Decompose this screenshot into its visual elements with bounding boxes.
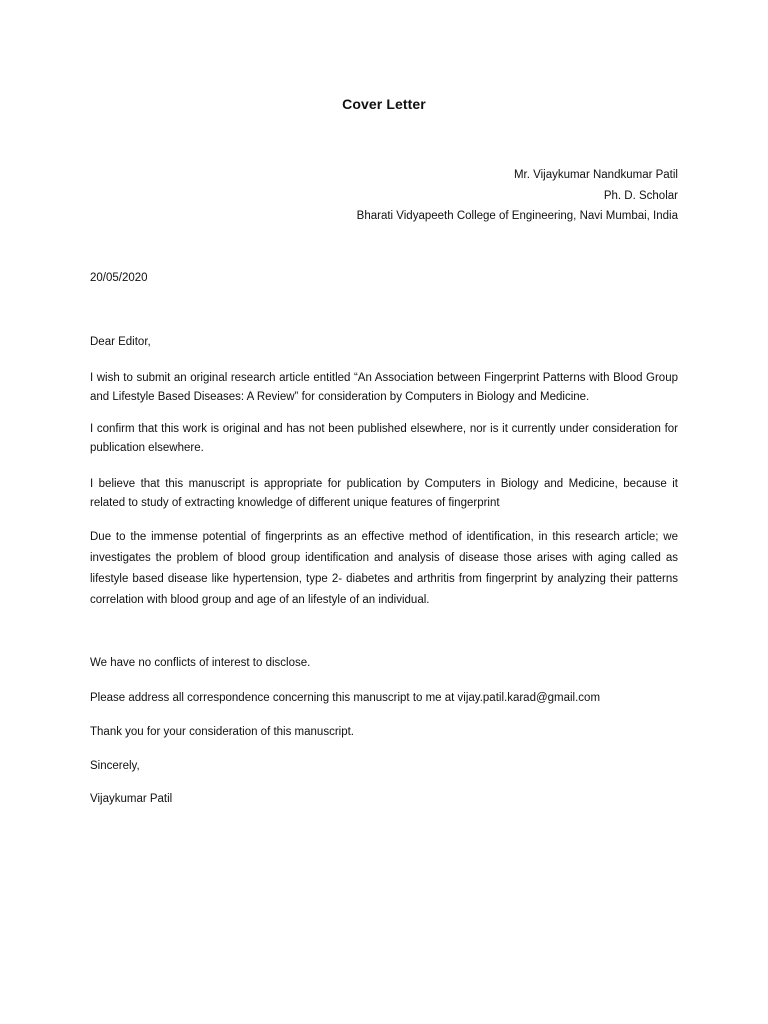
letter-date: 20/05/2020 [90,272,148,284]
closing: Sincerely, [90,760,140,772]
paragraph-research-summary: Due to the immense potential of fingerprints as an effective method of identification, in this research article; we investigates the problem of blood group identification and analysis of disease those arises with aging called as lifestyle based disease like hypertension, type 2- diabetes and arthritis from fingerprint by analyzing their patterns correlation with blood group and age of an lifestyle of an individual. [90,531,678,606]
conflicts-statement: We have no conflicts of interest to disclose. [90,657,311,669]
sender-name: Mr. Vijaykumar Nandkumar Patil [513,169,678,181]
paragraph-originality: I confirm that this work is original and has not been published elsewhere, nor is it currently under consideration for publication elsewhere. [90,423,678,454]
thanks-statement: Thank you for your consideration of this manuscript. [90,726,354,738]
letter-title: Cover Letter [342,96,426,112]
sender-position: Ph. D. Scholar [603,189,678,202]
correspondence-statement: Please address all correspondence concerning this manuscript to me at vijay.patil.karad@gmail.com [90,692,601,704]
sender-block [178,165,678,227]
signature-name: Vijaykumar Patil [90,793,173,805]
paragraph-submission: I wish to submit an original research article entitled “An Association between Fingerprint Patterns with Blood Group and Lifestyle Based Diseases: A Review” for consideration by Computers in Biology and Medicine. [90,372,678,403]
salutation: Dear Editor, [90,336,151,348]
sender-institution: Bharati Vidyapeeth College of Engineering, Navi Mumbai, India [356,210,678,222]
paragraph-appropriateness: I believe that this manuscript is appropriate for publication by Computers in Biology and Medicine, because it related to study of extracting knowledge of different unique features of fingerprint [90,478,678,509]
